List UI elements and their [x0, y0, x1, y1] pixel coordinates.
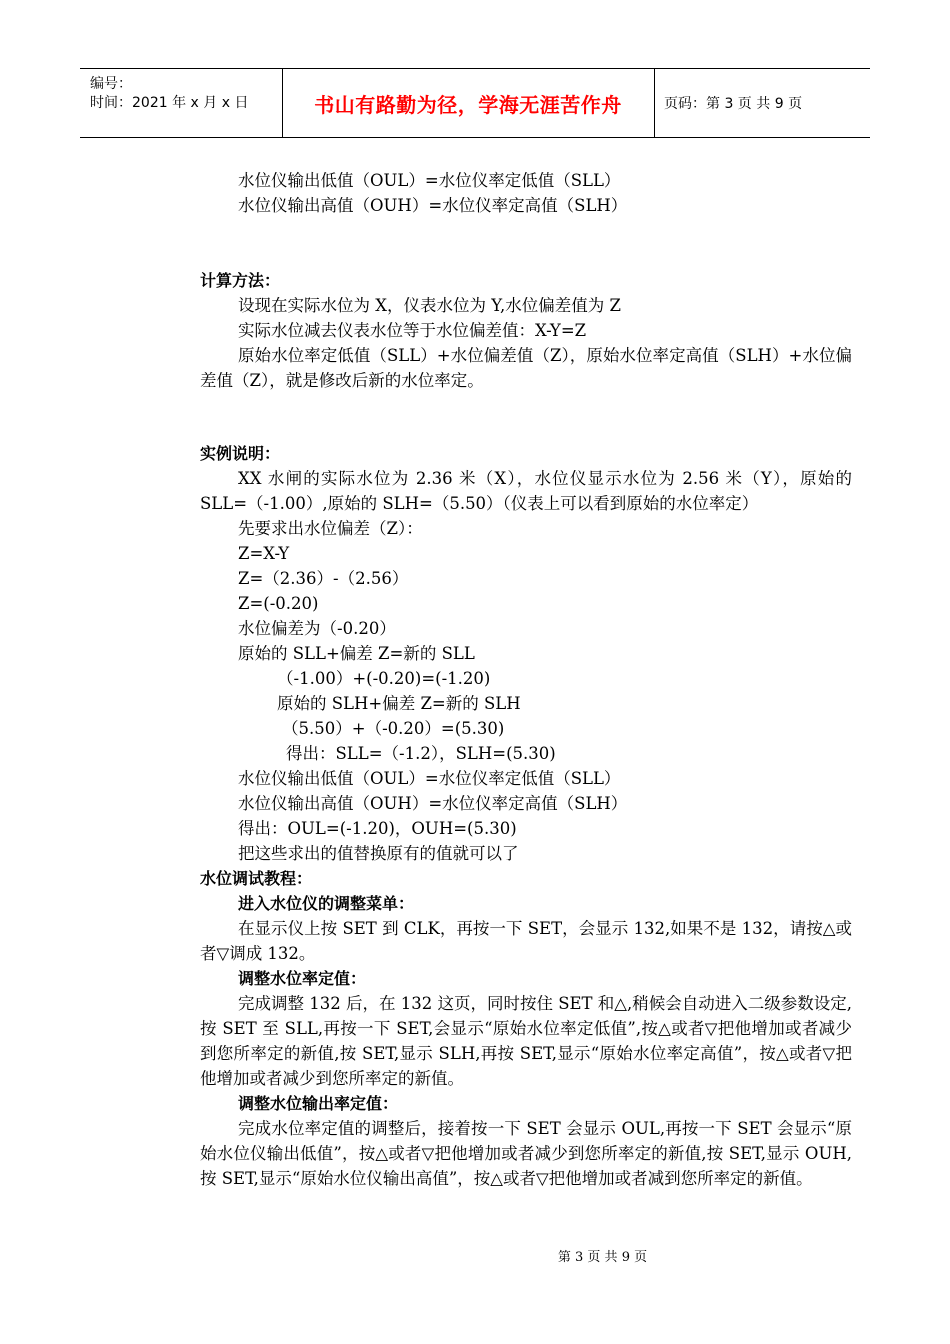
text-line: 水位仪输出高值（OUH）=水位仪率定高值（SLH） — [238, 196, 628, 215]
document-date: 时间：2021 年 x 月 x 日 — [90, 95, 249, 111]
paragraph: 完成水位率定值的调整后，接着按一下 SET 会显示 OUL,再按一下 SET 会显示“原始水位仪输出低值”，按△或者▽把他增加或者减少到您所率定的新值,按 SET,显示 OUH,按 SET,显示“原始水位仪输出高值”，按△或者▽把他增加或者减到您所率定的新值。 — [200, 1119, 852, 1188]
subsection-heading: 调整水位率定值： — [238, 969, 367, 988]
formula-line: Z=X-Y — [238, 544, 290, 563]
text-line: 原始的 SLH+偏差 Z=新的 SLH — [277, 694, 521, 713]
text-line: 设现在实际水位为 X，仪表水位为 Y,水位偏差值为 Z — [238, 296, 621, 315]
paragraph: XX 水闸的实际水位为 2.36 米（X），水位仪显示水位为 2.56 米（Y），原始的 SLL=（-1.00）,原始的 SLH=（5.50）（仪表上可以看到原始的水位率定） — [200, 469, 852, 513]
text-line: 水位偏差为（-0.20） — [238, 619, 396, 638]
paragraph: 完成调整 132 后，在 132 这页，同时按住 SET 和△,稍候会自动进入二级参数设定,按 SET 至 SLL,再按一下 SET,会显示“原始水位率定低值”,按△或者▽把他增加或者减少到您所率定的新值,按 SET,显示 SLH,再按 SET,显示“原始水位率定高值”，按△或者▽把他增加或者减少到您所率定的新值。 — [200, 994, 852, 1088]
header-meta — [90, 75, 280, 113]
subsection-heading: 进入水位仪的调整菜单： — [238, 894, 415, 913]
text-line: 水位仪输出低值（OUL）=水位仪率定低值（SLL） — [238, 769, 621, 788]
text-line: 得出：OUL=(-1.20)，OUH=(5.30) — [238, 819, 517, 838]
formula-line: Z=(-0.20) — [238, 594, 319, 613]
paragraph: 原始水位率定低值（SLL）+水位偏差值（Z），原始水位率定高值（SLH）+水位偏差值（Z），就是修改后新的水位率定。 — [200, 346, 852, 390]
paragraph: 在显示仪上按 SET 到 CLK，再按一下 SET，会显示 132,如果不是 132，请按△或者▽调成 132。 — [200, 919, 852, 963]
subsection-heading: 调整水位输出率定值： — [238, 1094, 399, 1113]
text-line: 实际水位减去仪表水位等于水位偏差值：X-Y=Z — [238, 321, 587, 340]
document-body — [200, 168, 852, 1191]
document-number: 编号： — [90, 76, 132, 92]
section-heading-example: 实例说明： — [200, 444, 281, 463]
page-header — [80, 68, 870, 138]
formula-line: （-1.00）+(-0.20)=(-1.20) — [277, 669, 491, 688]
formula-line: （5.50）+（-0.20）=(5.30) — [282, 719, 505, 738]
section-heading-calculation: 计算方法： — [200, 271, 281, 290]
text-line: 水位仪输出低值（OUL）=水位仪率定低值（SLL） — [238, 171, 621, 190]
text-line: 得出：SLL=（-1.2），SLH=(5.30) — [286, 744, 556, 763]
formula-line: Z=（2.36）-（2.56） — [238, 569, 409, 588]
header-divider — [654, 69, 655, 137]
text-line: 原始的 SLL+偏差 Z=新的 SLL — [238, 644, 475, 663]
section-heading-tutorial: 水位调试教程： — [200, 869, 313, 888]
header-motto: 书山有路勤为径，学海无涯苦作舟 — [314, 92, 622, 117]
text-line: 把这些求出的值替换原有的值就可以了 — [238, 844, 519, 863]
text-line: 水位仪输出高值（OUH）=水位仪率定高值（SLH） — [238, 794, 628, 813]
header-page-info: 页码：第 3 页 共 9 页 — [664, 96, 803, 112]
page-footer: 第 3 页 共 9 页 — [557, 1250, 648, 1265]
text-line: 先要求出水位偏差（Z）： — [238, 519, 423, 538]
